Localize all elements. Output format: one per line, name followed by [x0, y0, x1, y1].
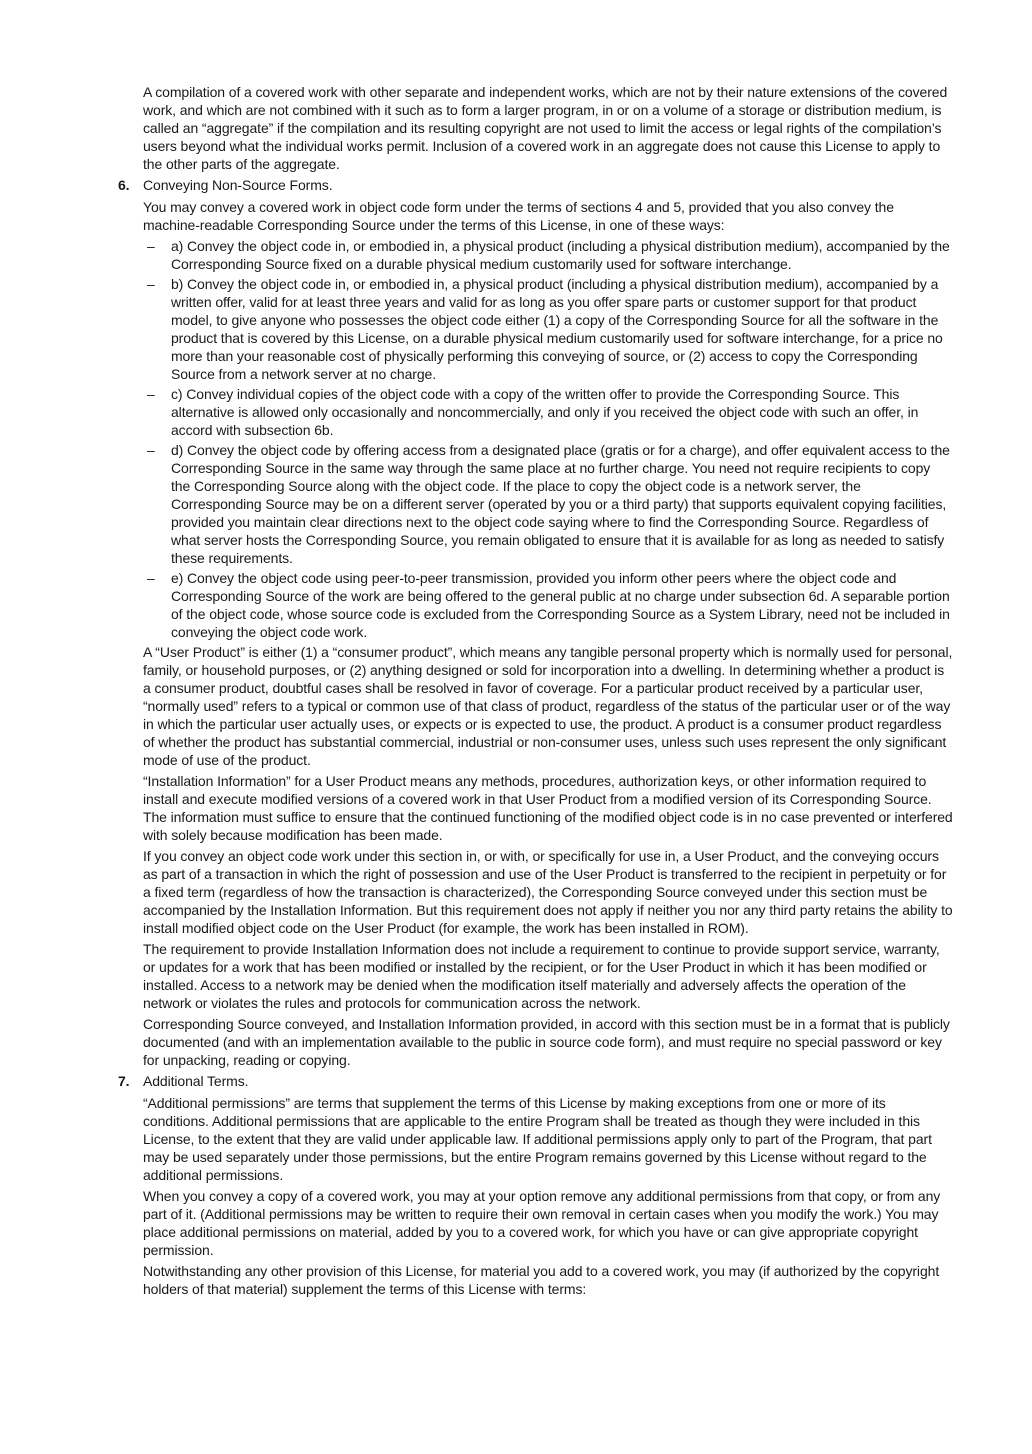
- support-service-paragraph: The requirement to provide Installation Information does not include a requirement to continue to provide support service, warranty, or updates for a work that has been modified or installed by the recipient, or for the User Product in which it has been modified or installed. Access to a network may be denied when the modification itself materially and adversely affects the operation of the network or violates the rules and protocols for communication across the network.: [143, 941, 940, 1011]
- section-number: 6.: [118, 177, 130, 193]
- section-6-heading: [118, 176, 953, 194]
- user-product-paragraph: A “User Product” is either (1) a “consumer product”, which means any tangible personal property which is normally used for personal, family, or household purposes, or (2) anything designed or sold for incorporation into a dwelling. In determining whether a product is a consumer product, doubtful cases shall be resolved in favor of coverage. For a particular product received by a particular user, “normally used” refers to a typical or common use of that class of product, regardless of the status of the particular user or of the way in which the particular user actually uses, or expects or is expected to use, the product. A product is a consumer product regardless of whether the product has substantial commercial, industrial or non-consumer uses, unless such uses represent the only significant mode of use of the product.: [143, 644, 953, 768]
- section-title: Additional Terms.: [143, 1073, 249, 1089]
- documented-format-paragraph: Corresponding Source conveyed, and Installation Information provided, in accord with this section must be in a format that is publicly documented (and with an implementation available to the public in source code form), and must require no special password or key for unpacking, reading or copying.: [143, 1016, 950, 1068]
- list-item: – a) Convey the object code in, or embodied in, a physical product (including a physical distribution medium), accompanied by the Corresponding Source fixed on a durable physical medium customarily used for software interchange.: [171, 237, 953, 273]
- list-item: – b) Convey the object code in, or embodied in, a physical product (including a physical distribution medium), accompanied by a written offer, valid for at least three years and valid for as long as you offer spare parts or customer support for that product model, to give anyone who possesses the object code either (1) a copy of the Corresponding Source for all the software in the product that is covered by this License, on a durable physical medium customarily used for software interchange, for a price no more than your reasonable cost of physically performing this conveying of source, or (2) access to copy the Corresponding Source from a network server at no charge.: [171, 275, 953, 383]
- user-product-conveying-paragraph: If you convey an object code work under this section in, or with, or specifically for use in, a User Product, and the conveying occurs as part of a transaction in which the right of possession and use of the User Product is transferred to the recipient in perpetuity or for a fixed term (regardless of how the transaction is characterized), the Corresponding Source conveyed under this section must be accompanied by the Installation Information. But this requirement does not apply if neither you nor any third party retains the ability to install modified object code on the User Product (for example, the work has been installed in ROM).: [143, 848, 953, 936]
- conveying-options-list: [143, 237, 953, 641]
- additional-permissions-paragraph: “Additional permissions” are terms that supplement the terms of this License by making exceptions from one or more of its conditions. Additional permissions that are applicable to the entire Program shall be treated as though they were included in this License, to the extent that they are valid under applicable law. If additional permissions apply only to part of the Program, that part may be used separately under those permissions, but the entire Program remains governed by this License without regard to the additional permissions.: [143, 1095, 932, 1183]
- section-7-heading: [118, 1072, 953, 1090]
- remove-permissions-paragraph: When you convey a copy of a covered work, you may at your option remove any additional permissions from that copy, or from any part of it. (Additional permissions may be written to require their own removal in certain cases when you modify the work.) You may place additional permissions on material, added by you to a covered work, for which you have or can give appropriate copyright permission.: [143, 1188, 941, 1258]
- installation-information-paragraph: “Installation Information” for a User Product means any methods, procedures, authorization keys, or other information required to install and execute modified versions of a covered work in that User Product from a modified version of its Corresponding Source. The information must suffice to ensure that the continued functioning of the modified object code is in no case prevented or interfered with solely because modification has been made.: [143, 773, 953, 843]
- list-item: – e) Convey the object code using peer-to-peer transmission, provided you inform other peers where the object code and Corresponding Source of the work are being offered to the general public at no charge under subsection 6d. A separable portion of the object code, whose source code is excluded from the Corresponding Source as a System Library, need not be included in conveying the object code work.: [171, 569, 953, 641]
- section-number: 7.: [118, 1073, 130, 1089]
- list-item: – c) Convey individual copies of the object code with a copy of the written offer to provide the Corresponding Source. This alternative is allowed only occasionally and noncommercially, and only if you received the object code with such an offer, in accord with subsection 6b.: [171, 385, 953, 439]
- aggregate-paragraph: A compilation of a covered work with other separate and independent works, which are not by their nature extensions of the covered work, and which are not combined with it such as to form a larger program, in or on a volume of a storage or distribution medium, is called an “aggregate” if the compilation and its resulting copyright are not used to limit the access or legal rights of the compilation’s users beyond what the individual works permit. Inclusion of a covered work in an aggregate does not cause this License to apply to the other parts of the aggregate.: [143, 84, 948, 172]
- section-6-intro: You may convey a covered work in object code form under the terms of sections 4 and 5, provided that you also convey the machine-readable Corresponding Source under the terms of this License, in one of these ways:: [143, 199, 894, 233]
- text-column: [118, 83, 953, 1301]
- list-item: – d) Convey the object code by offering access from a designated place (gratis or for a charge), and offer equivalent access to the Corresponding Source in the same way through the same place at no further charge. You need not require recipients to copy the Corresponding Source along with the object code. If the place to copy the object code is a network server, the Corresponding Source may be on a different server (operated by you or a third party) that supports equivalent copying facilities, provided you maintain clear directions next to the object code saying where to find the Corresponding Source. Regardless of what server hosts the Corresponding Source, you remain obligated to ensure that it is available for as long as needed to satisfy these requirements.: [171, 441, 953, 567]
- section-title: Conveying Non-Source Forms.: [143, 177, 333, 193]
- supplement-terms-paragraph: Notwithstanding any other provision of this License, for material you add to a covered work, you may (if authorized by the copyright holders of that material) supplement the terms of this License with terms:: [143, 1263, 940, 1297]
